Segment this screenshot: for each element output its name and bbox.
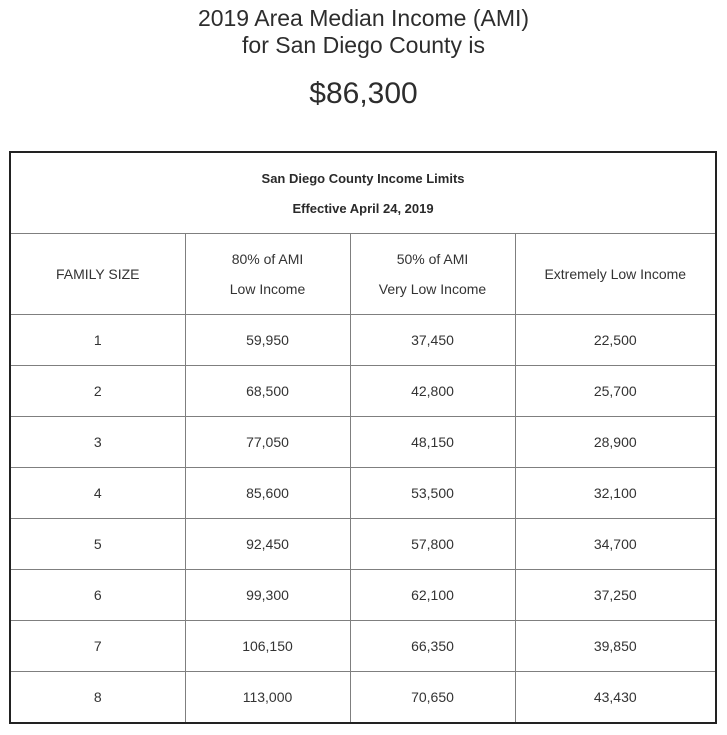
heading-line-1: 2019 Area Median Income (AMI)	[197, 5, 530, 31]
cell-extremely-low-income: 28,900	[515, 417, 716, 468]
cell-family-size: 8	[10, 672, 185, 724]
cell-very-low-income: 62,100	[350, 570, 515, 621]
header-extremely-low-income: Extremely Low Income	[515, 234, 716, 315]
cell-low-income: 68,500	[185, 366, 350, 417]
cell-very-low-income: 42,800	[350, 366, 515, 417]
table-row	[10, 366, 716, 417]
cell-low-income: 99,300	[185, 570, 350, 621]
page-heading	[0, 5, 727, 59]
header-family-size: FAMILY SIZE	[10, 234, 185, 315]
table-title: San Diego County Income Limits	[261, 170, 465, 186]
cell-family-size: 6	[10, 570, 185, 621]
cell-family-size: 3	[10, 417, 185, 468]
cell-family-size: 1	[10, 315, 185, 366]
table-row	[10, 315, 716, 366]
cell-extremely-low-income: 32,100	[515, 468, 716, 519]
cell-extremely-low-income: 25,700	[515, 366, 716, 417]
cell-extremely-low-income: 22,500	[515, 315, 716, 366]
ami-amount: $86,300	[309, 77, 418, 110]
income-limits-table	[9, 151, 717, 724]
header-low-income: 80% of AMI Low Income	[185, 234, 350, 315]
cell-family-size: 4	[10, 468, 185, 519]
header-very-low-income: 50% of AMI Very Low Income	[350, 234, 515, 315]
cell-very-low-income: 48,150	[350, 417, 515, 468]
table-row	[10, 621, 716, 672]
cell-family-size: 2	[10, 366, 185, 417]
table-row	[10, 519, 716, 570]
cell-very-low-income: 53,500	[350, 468, 515, 519]
table-row	[10, 570, 716, 621]
cell-extremely-low-income: 37,250	[515, 570, 716, 621]
cell-family-size: 7	[10, 621, 185, 672]
cell-extremely-low-income: 39,850	[515, 621, 716, 672]
table-caption-row	[10, 152, 716, 234]
cell-low-income: 85,600	[185, 468, 350, 519]
heading-line-2: for San Diego County is	[242, 32, 485, 58]
cell-low-income: 106,150	[185, 621, 350, 672]
table-row	[10, 672, 716, 724]
cell-extremely-low-income: 34,700	[515, 519, 716, 570]
cell-low-income: 92,450	[185, 519, 350, 570]
table-row	[10, 417, 716, 468]
cell-very-low-income: 70,650	[350, 672, 515, 724]
cell-extremely-low-income: 43,430	[515, 672, 716, 724]
table-caption	[10, 152, 716, 234]
cell-low-income: 113,000	[185, 672, 350, 724]
cell-low-income: 59,950	[185, 315, 350, 366]
cell-family-size: 5	[10, 519, 185, 570]
table-row	[10, 468, 716, 519]
cell-very-low-income: 66,350	[350, 621, 515, 672]
effective-date: Effective April 24, 2019	[292, 200, 434, 216]
cell-very-low-income: 57,800	[350, 519, 515, 570]
cell-low-income: 77,050	[185, 417, 350, 468]
column-header-row	[10, 234, 716, 315]
cell-very-low-income: 37,450	[350, 315, 515, 366]
